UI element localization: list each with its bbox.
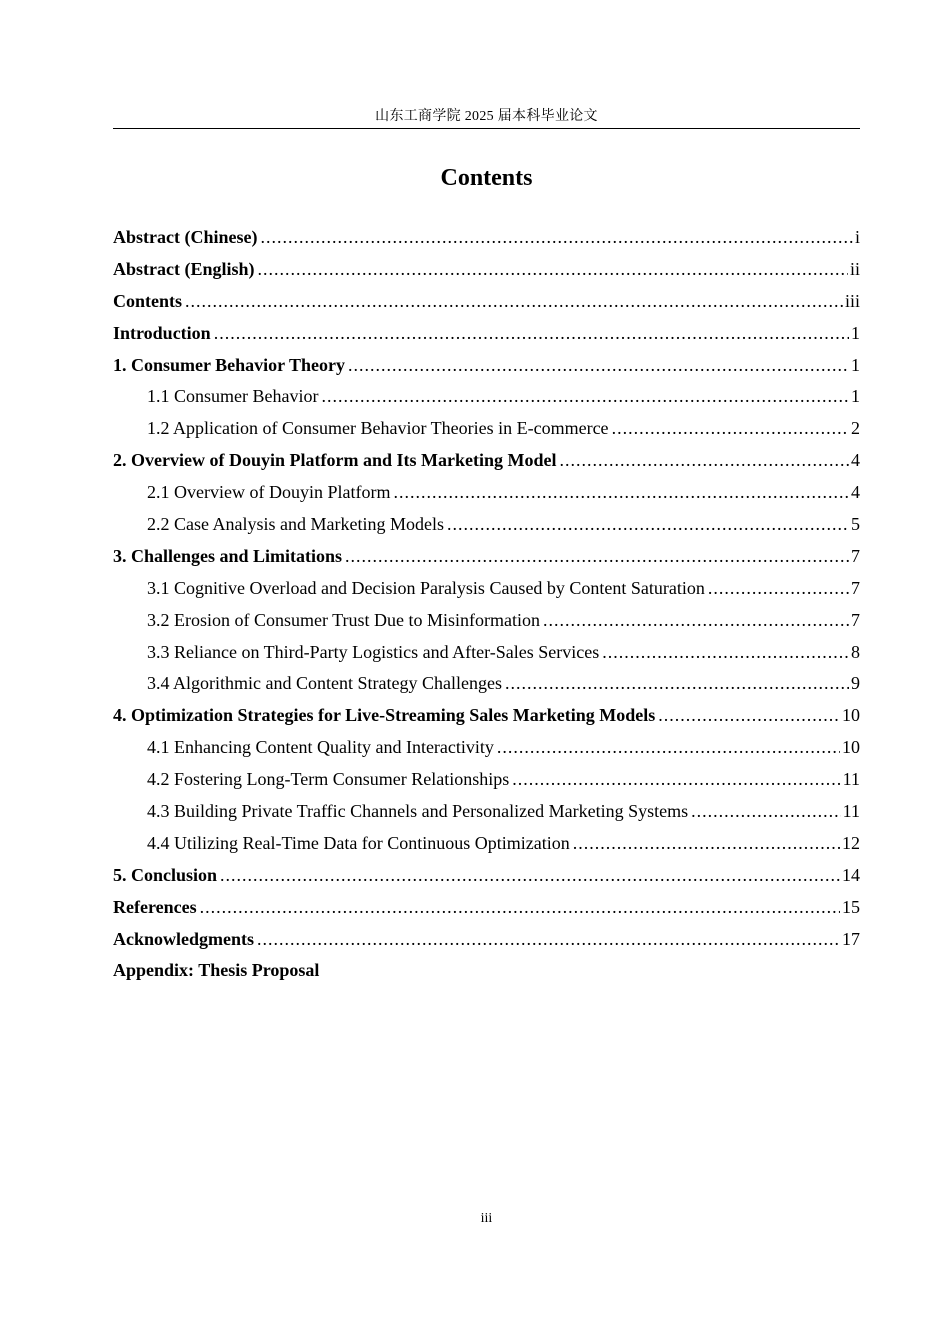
toc-dot-leader: [345, 541, 849, 573]
toc-entry-page: 7: [851, 545, 860, 566]
toc-entry-label: 3.4 Algorithmic and Content Strategy Challenges: [147, 673, 502, 694]
toc-entry-page: ii: [849, 258, 860, 279]
toc-entry[interactable]: [113, 477, 860, 509]
toc-entry-label: Appendix: Thesis Proposal: [113, 960, 320, 981]
toc-entry[interactable]: [113, 541, 860, 573]
toc-entry[interactable]: [113, 254, 860, 286]
toc-dot-leader: [258, 254, 848, 286]
toc-entry-label: Introduction: [113, 322, 211, 343]
toc-entry[interactable]: [113, 796, 860, 828]
toc-entry-label: 2.1 Overview of Douyin Platform: [147, 482, 391, 503]
toc-entry-label: 3. Challenges and Limitations: [113, 545, 343, 566]
toc-entry[interactable]: [113, 381, 860, 413]
toc-entry[interactable]: [113, 222, 860, 254]
toc-entry-label: Acknowledgments: [113, 928, 255, 949]
toc-entry-label: References: [113, 896, 197, 917]
toc-dot-leader: [505, 668, 849, 700]
toc-dot-leader: [602, 637, 849, 669]
toc-entry-page: 14: [842, 864, 860, 885]
toc-entry[interactable]: [113, 732, 860, 764]
toc-entry-page: 5: [851, 514, 860, 535]
toc-dot-leader: [708, 573, 849, 605]
toc-dot-leader: [348, 350, 849, 382]
toc-entry-label: 4.4 Utilizing Real-Time Data for Continuous Optimization: [147, 832, 570, 853]
toc-entry[interactable]: [113, 637, 860, 669]
toc-dot-leader: [497, 732, 840, 764]
toc-entry-label: 2.2 Case Analysis and Marketing Models: [147, 514, 444, 535]
toc-dot-leader: [512, 764, 840, 796]
toc-entry-page: 15: [842, 896, 860, 917]
toc-entry[interactable]: [113, 318, 860, 350]
toc-entry[interactable]: [113, 445, 860, 477]
toc-dot-leader: [321, 381, 849, 413]
toc-entry-page: 9: [851, 673, 860, 694]
toc-dot-leader: [573, 828, 840, 860]
toc-entry-label: 3.1 Cognitive Overload and Decision Paralysis Caused by Content Saturation: [147, 577, 705, 598]
toc-entry-label: 1.2 Application of Consumer Behavior Theories in E-commerce: [147, 418, 609, 439]
toc-entry[interactable]: [113, 892, 860, 924]
toc-dot-leader: [559, 445, 849, 477]
toc-dot-leader: [220, 860, 840, 892]
toc-entry-page: 12: [842, 832, 860, 853]
toc-entry-page: 8: [851, 641, 860, 662]
toc-entry-label: 4.3 Building Private Traffic Channels and Personalized Marketing Systems: [147, 801, 689, 822]
toc-entry[interactable]: [113, 413, 860, 445]
toc-entry-label: 2. Overview of Douyin Platform and Its Marketing Model: [113, 450, 557, 471]
toc-entry[interactable]: [113, 860, 860, 892]
toc-entry[interactable]: [113, 605, 860, 637]
toc-entry-page: 1: [851, 354, 860, 375]
toc-entry[interactable]: [113, 764, 860, 796]
page-title: Contents: [440, 165, 533, 191]
toc-entry[interactable]: [113, 573, 860, 605]
toc-entry-label: Contents: [113, 290, 183, 311]
toc-entry-page: i: [854, 227, 860, 247]
page-number: iii: [480, 1211, 493, 1226]
toc-dot-leader: [543, 605, 849, 637]
toc-entry[interactable]: [113, 828, 860, 860]
toc-entry-page: 4: [851, 450, 860, 471]
toc-entry-label: 4.1 Enhancing Content Quality and Interactivity: [147, 737, 494, 758]
table-of-contents: [113, 222, 860, 987]
toc-entry-page: 1: [851, 386, 860, 407]
toc-entry[interactable]: [113, 286, 860, 318]
toc-entry[interactable]: [113, 955, 860, 987]
toc-entry[interactable]: [113, 924, 860, 956]
toc-entry-label: 3.2 Erosion of Consumer Trust Due to Misinformation: [147, 609, 541, 630]
toc-dot-leader: [658, 700, 840, 732]
toc-entry-label: 5. Conclusion: [113, 864, 218, 885]
toc-dot-leader: [691, 796, 841, 828]
toc-dot-leader: [447, 509, 849, 541]
toc-entry[interactable]: [113, 668, 860, 700]
toc-entry[interactable]: [113, 350, 860, 382]
toc-entry-page: 1: [851, 322, 860, 343]
toc-dot-leader: [257, 924, 840, 956]
toc-entry-label: 1. Consumer Behavior Theory: [113, 354, 346, 375]
toc-entry-label: Abstract (Chinese): [113, 227, 258, 247]
toc-entry-page: 11: [842, 801, 860, 822]
toc-entry-label: 3.3 Reliance on Third-Party Logistics and After-Sales Services: [147, 641, 600, 662]
toc-dot-leader: [393, 477, 849, 509]
toc-entry-page: 17: [842, 928, 860, 949]
toc-entry-page: 7: [851, 609, 860, 630]
toc-entry-label: Abstract (English): [113, 258, 255, 279]
running-header: 山东工商学院 2025 届本科毕业论文: [375, 109, 598, 124]
toc-entry-label: 4.2 Fostering Long-Term Consumer Relationships: [147, 769, 510, 790]
toc-entry-page: 11: [842, 769, 860, 790]
toc-entry[interactable]: [113, 700, 860, 732]
toc-dot-leader: [214, 318, 849, 350]
toc-entry-page: 10: [842, 705, 860, 726]
header-rule: [113, 128, 860, 129]
toc-entry-page: 2: [851, 418, 860, 439]
toc-entry-label: 4. Optimization Strategies for Live-Streaming Sales Marketing Models: [113, 705, 656, 726]
toc-entry[interactable]: [113, 509, 860, 541]
toc-dot-leader: [185, 286, 843, 318]
toc-entry-page: 10: [842, 737, 860, 758]
toc-dot-leader: [200, 892, 840, 924]
toc-entry-page: 4: [851, 482, 860, 503]
toc-entry-label: 1.1 Consumer Behavior: [147, 386, 319, 407]
toc-dot-leader: [612, 413, 849, 445]
toc-dot-leader: [260, 222, 853, 254]
toc-entry-page: 7: [851, 577, 860, 598]
toc-entry-page: iii: [844, 290, 860, 311]
